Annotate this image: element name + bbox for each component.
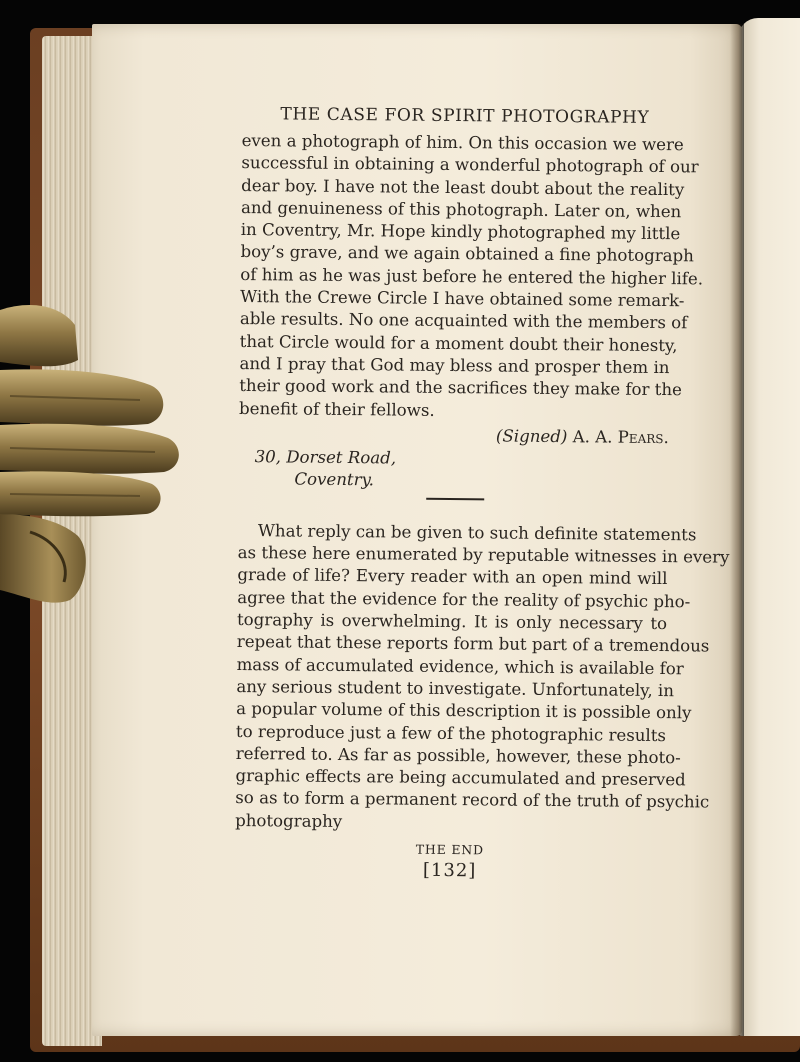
address-line-2-text: Coventry. [294,469,375,490]
text-line: benefit of their fellows. [238,398,435,420]
text-line: any serious student to investigate. Unfortunately, in [236,676,675,701]
text-line: graphic effects are being accumulated and preserved [235,766,686,790]
text-line: their good work and the sacrifices they make for the [239,376,682,400]
text-line: tography is overwhelming. It is only necessary to [236,610,668,634]
facing-page [738,18,800,1036]
text-line: With the Crewe Circle I have obtained some remark- [240,287,685,311]
text-line: as these here enumerated by reputable witnesses in every [237,543,730,567]
text-line: mass of accumulated evidence, which is available for [236,654,684,678]
address-line-2 [238,468,668,494]
text-line: What reply can be given to such definite statements [257,521,697,545]
the-end: THE END [415,841,484,858]
paragraph-testimony [238,130,704,424]
page-gutter-shadow [730,24,744,1036]
text-line: dear boy. I have not the least doubt about the reality [241,175,685,199]
text-line: so as to form a permanent record of the truth of psychic [235,788,710,812]
text-line: and genuineness of this photograph. Later on, when [240,197,682,222]
text-line: to reproduce just a few of the photographic results [235,721,667,745]
text-line: of him as he was just before he entered the higher life. [240,264,704,289]
page-number: [132] [422,859,477,882]
signature-name: A. A. Pears. [572,427,669,447]
text-line: that Circle would for a moment doubt their honesty, [239,331,678,355]
text-line: boy’s grave, and we again obtained a fine photograph [240,242,694,266]
text-line: referred to. As far as possible, however, these photo- [235,743,681,768]
text-line: a popular volume of this description it is possible only [236,699,692,723]
running-head: THE CASE FOR SPIRIT PHOTOGRAPHY [280,104,650,128]
text-line: repeat that these reports form but part of a tremendous [236,632,710,656]
address-line-1-text: 30, Dorset Road, [254,446,397,468]
address [238,446,668,494]
text-line: agree that the evidence for the reality of psychic pho- [237,587,691,612]
paragraph-conclusion [235,520,730,836]
page-text [235,104,730,883]
brass-hand-bookend-icon [0,300,185,610]
text-line: successful in obtaining a wonderful photograph of our [241,153,699,177]
text-line: and I pray that God may bless and prosper them in [239,353,670,378]
text-line: even a photograph of him. On this occasion we were [241,130,684,155]
text-line: in Coventry, Mr. Hope kindly photographed my little [240,220,681,244]
text-line: able results. No one acquainted with the members of [239,309,688,333]
section-divider [426,498,484,501]
text-line: grade of life? Every reader with an open mind will [237,565,668,589]
text-line: photography [235,810,343,831]
signed-label: (Signed) [495,426,568,446]
